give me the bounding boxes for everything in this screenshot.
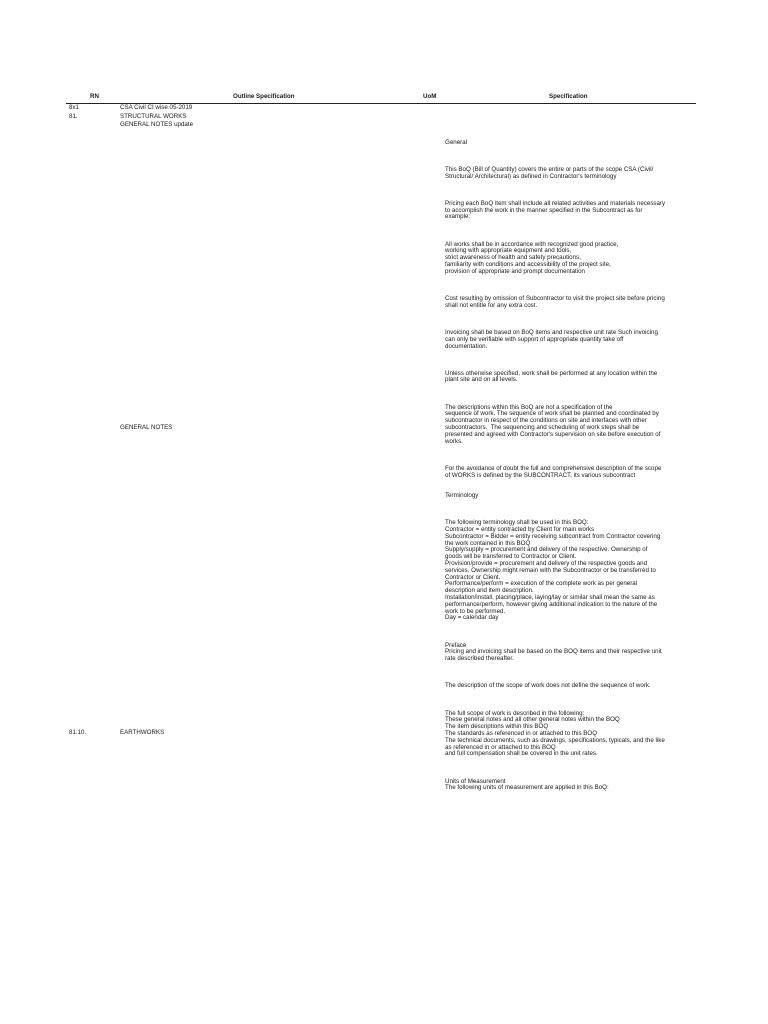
spec-paragraph: This BoQ (Bill of Quantity) covers the entire or parts of the scope CSA (Civil/ Structural/ Architectural) as defined in Contractor's terminology [445, 165, 654, 180]
spec-paragraph: Preface Pricing and invoicing shall be based on the BOQ items and their respective unit rate described thereafter. [445, 641, 662, 663]
spec-paragraph: The following terminology shall be used in this BOQ: Contractor = entity contracted by Client for main works Subcontractor = Bidder = entity receiving subcontract from Contractor covering the work contained in this BOQ Supply/supply = procurement and delivery of the respective. Ownership of goods will be transferred to Contractor or Client. Provision/provide = procurement and delivery of the respective goods and services. Ownership might remain with the Subcontractor or be transferred to Contractor or Client. Performance/perform = execution of the complete work as per general description and item description. Installation/install, placing/place, laying/lay or similar shall mean the same as performance/perform, however giving additional indication to the nature of the work to be performed. Day = calendar day [445, 519, 661, 622]
row-outline: GENERAL NOTES update [120, 121, 194, 128]
spec-paragraph: The description of the scope of work does not define the sequence of work. [445, 682, 651, 690]
spec-paragraph: Invoicing shall be based on BoQ items and respective unit rate Such invoicing can only be verifiable with support of appropriate quantity take off documentation. [445, 328, 658, 350]
row-outline: CSA Civil CI wise 05-2019 [120, 104, 193, 111]
spec-paragraph: The full scope of work is described in the following: These general notes and all other general notes within the BOQ The item descriptions within this BOQ The standards as referenced in or attached to this BOQ The technical documents, such as drawings, specifications, typicals, and the like as referenced in or attached to this BOQ and full compensation shall be covered in the unit rates. [445, 709, 665, 758]
spec-paragraph: All works shall be in accordance with recognized good practice, working with appropriate equipment and tools, strict awareness of health and safety precautions, familiarity with conditions and accessibility of the project site, provision of appropriate and prompt documentation [445, 240, 619, 275]
row-outline: EARTHWORKS [120, 729, 165, 736]
column-header-rn: RN [90, 93, 99, 100]
spec-paragraph: Pricing each BoQ item shall include all related activities and materials necessary to accomplish the work in the manner specified in the Subcontract as for example: [445, 199, 666, 221]
spec-paragraph: General [445, 138, 468, 146]
row-rn: 81.10. [69, 729, 87, 736]
row-outline: GENERAL NOTES [120, 424, 173, 431]
column-header-outline-specification: Outline Specification [233, 93, 295, 100]
spec-paragraph: Cost resulting by omission of Subcontractor to visit the project site before pricing shall not entitle for any extra cost. [445, 294, 665, 309]
spec-paragraph: Units of Measurement The following units of measurement are applied in this BoQ: [445, 777, 609, 792]
spec-subheading-terminology: Terminology [445, 492, 479, 500]
column-header-specification: Specification [549, 93, 588, 100]
spec-paragraph: For the avoidance of doubt the full and comprehensive description of the scope of WORKS is defined by the SUBCONTRACT, its various subcontract [445, 464, 662, 479]
row-rn: 81. [69, 113, 78, 120]
spec-paragraph: The descriptions within this BoQ are not a specification of the sequence of work. The sequence of work shall be planned and coordinated by subcontractor in respect of the conditions on site and interfaces with other subcontractors. The sequencing and scheduling of work steps shall be presented and agreed with Contractor's supervision on site before execution of works. [445, 403, 661, 445]
column-header-uom: UoM [423, 93, 437, 100]
spec-paragraph: Unless otherwise specified, work shall be performed at any location within the plant site and on all levels. [445, 369, 658, 384]
row-outline: STRUCTURAL WORKS [120, 113, 187, 120]
specification-column [445, 126, 697, 812]
row-rn: 8x1 [69, 104, 79, 111]
